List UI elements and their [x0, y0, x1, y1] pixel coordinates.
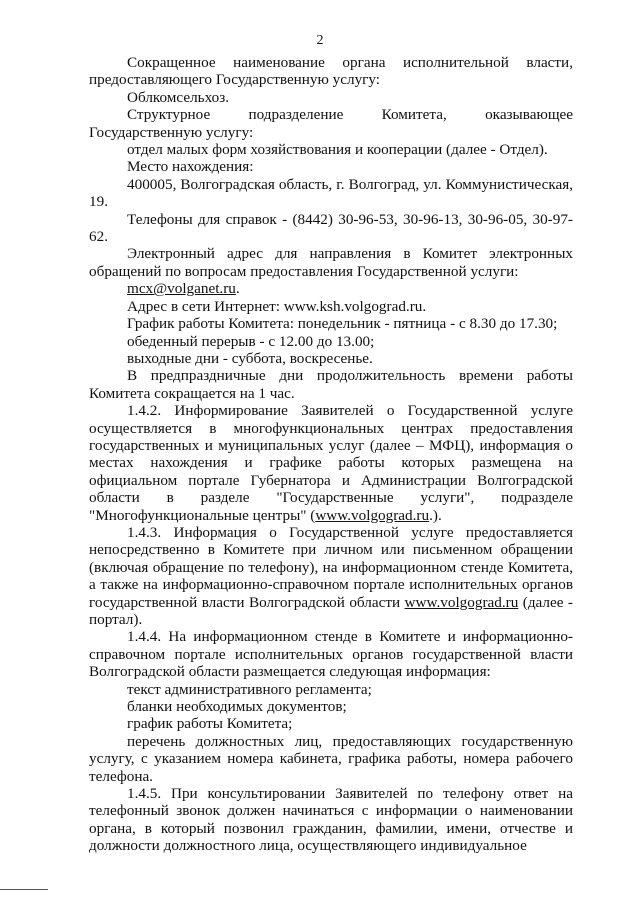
paragraph-1-4-4: 1.4.4. На информационном стенде в Комитете и информационно-справочном портале исполнительных органов государственной власти Волгоградской области размещается следующая информация:	[89, 628, 573, 681]
volgograd-link-2[interactable]: www.volgograd.ru	[404, 593, 519, 611]
paragraph-1-4-3-end: (далее - портал).	[89, 593, 573, 628]
paragraph-short-name: Сокращенное наименование органа исполнительной власти, предоставляющего Государственную услугу:	[89, 54, 573, 89]
paragraph-days-off: выходные дни - суббота, воскресенье.	[127, 349, 373, 367]
footer-divider	[0, 889, 48, 890]
email-period: .	[235, 280, 240, 298]
paragraph-email-label: Электронный адрес для направления в Комитет электронных обращений по вопросам предоставления Государственной услуги:	[89, 245, 573, 280]
paragraph-lunch: обеденный перерыв - с 12.00 до 13.00;	[127, 332, 375, 350]
paragraph-short-name-value: Облкомсельхоз.	[127, 88, 229, 106]
paragraph-holidays: В предпраздничные дни продолжительность времени работы Комитета сокращается на 1 час.	[89, 367, 573, 402]
paragraph-location-label: Место нахождения:	[127, 158, 254, 176]
paragraph-1-4-3	[89, 524, 573, 628]
volgograd-link-1[interactable]: www.volgograd.ru	[315, 506, 430, 524]
paragraph-phones: Телефоны для справок - (8442) 30-96-53, 30-96-13, 30-96-05, 30-97-62.	[89, 210, 573, 246]
list-item-officials: перечень должностных лиц, предоставляющих государственную услугу, с указанием номера кабинета, графика работы, номера рабочего телефона.	[89, 732, 573, 785]
document-body	[89, 54, 573, 855]
list-item-regulation: текст административного регламента;	[127, 680, 372, 698]
paragraph-website: Адрес в сети Интернет: www.ksh.volgograd.ru.	[127, 297, 427, 315]
paragraph-1-4-2-end: .).	[429, 506, 442, 524]
page-number: 2	[316, 33, 324, 48]
paragraph-schedule: График работы Комитета: понедельник - пятница - с 8.30 до 17.30;	[127, 315, 558, 333]
paragraph-structural-unit: Структурное подразделение Комитета, оказывающее Государственную услугу:	[89, 106, 573, 141]
email-link[interactable]: mcx@volganet.ru	[127, 280, 236, 298]
paragraph-1-4-5: 1.4.5. При консультировании Заявителей по телефону ответ на телефонный звонок должен начинаться с информации о наименовании органа, в который позвонил гражданин, фамилии, имени, отчестве и должности должностного лица, осуществляющего индивидуальное	[89, 785, 573, 855]
paragraph-structural-unit-value: отдел малых форм хозяйствования и кооперации (далее - Отдел).	[127, 141, 548, 159]
list-item-schedule: график работы Комитета;	[127, 715, 293, 733]
paragraph-1-4-2-text: 1.4.2. Информирование Заявителей о Государственной услуге осуществляется в многофункциональных центрах предоставления государственных и муниципальных услуг (далее – МФЦ), информация о местах нахождения и графике работы которых размещена на официальном портале Губернатора и Администрации Волгоградской области в разделе "Государственные услуги", подразделе "Многофункциональные центры" (	[89, 402, 573, 524]
paragraph-1-4-3-text: 1.4.3. Информация о Государственной услуге предоставляется непосредственно в Комитете при личном или письменном обращении (включая обращение по телефону), на информационном стенде Комитета, а также на информационно-справочном портале исполнительных органов государственной власти Волгоградской области	[89, 523, 573, 611]
paragraph-address: 400005, Волгоградская область, г. Волгоград, ул. Коммунистическая, 19.	[89, 175, 573, 211]
paragraph-email	[89, 280, 573, 297]
list-item-forms: бланки необходимых документов;	[127, 698, 347, 716]
paragraph-1-4-2	[89, 402, 573, 524]
